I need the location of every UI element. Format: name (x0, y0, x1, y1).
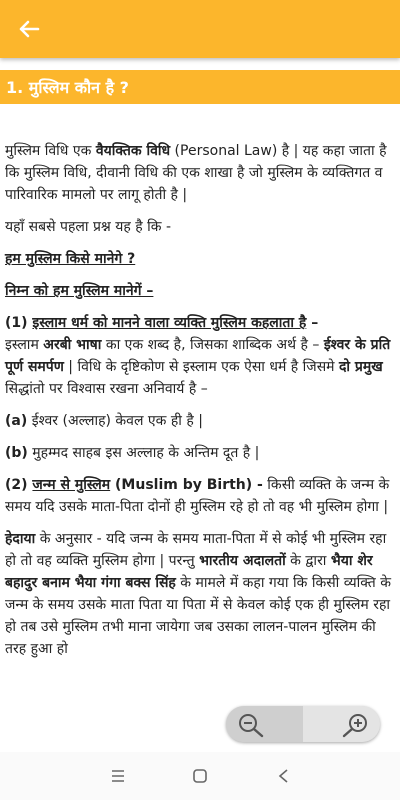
point-heading: इस्लाम धर्म को मानने वाला व्यक्ति मुस्लिम कहलाता है (32, 315, 307, 331)
bold-text: ईश्वर के प्रति पूर्ण समर्पण (5, 337, 391, 375)
text: (Personal Law) है | यह कहा जाता है कि मुस्लिम विधि, दीवानी विधि की एक शाखा है जो मुस्लिम के व्यक्तिगत व पारिवारिक मामलो पर लागू होती है | (5, 143, 387, 203)
zoom-out-icon (236, 712, 266, 738)
system-nav-bar (0, 752, 400, 800)
paragraph-intro (5, 140, 395, 206)
underlined-heading: निम्न को हम मुस्लिम मानेगें – (5, 283, 154, 299)
point-number: (1) (5, 315, 33, 331)
section-header (0, 70, 400, 104)
paragraph-hedaya (5, 528, 395, 660)
underlined-heading: हम मुस्लिम किसे मानेगे ? (5, 251, 136, 267)
paragraph-point-b (5, 442, 395, 464)
bold-text: भारतीय अदालतों (199, 553, 286, 569)
zoom-in-button[interactable] (303, 706, 380, 742)
paragraph-list-heading (5, 280, 395, 302)
zoom-control (226, 706, 380, 742)
nav-back-icon[interactable] (272, 766, 296, 786)
point-number: (b) (5, 445, 28, 461)
back-arrow-icon[interactable] (14, 14, 44, 44)
paragraph-question (5, 248, 395, 270)
paragraph-point-a (5, 410, 395, 432)
bold-text: हेदाया (5, 531, 36, 547)
text: ईश्वर (अल्लाह) केवल एक ही है | (27, 413, 203, 429)
bold-text: वैयक्तिक विधि (95, 143, 171, 159)
zoom-in-icon (340, 712, 370, 738)
text: के द्वारा (285, 553, 331, 569)
paragraph-point-1 (5, 312, 395, 400)
paragraph-point-2 (5, 474, 395, 518)
paragraph-question-intro: यहाँ सबसे पहला प्रश्न यह है कि - (5, 219, 172, 235)
bold-text: (Muslim by Birth) - (110, 477, 263, 493)
text: सिद्धांतो पर विश्वास रखना अनिवार्य है – (5, 381, 208, 397)
text: के अनुसार - यदि जन्म के समय माता-पिता में से कोई भी मुस्लिम रहा हो तो वह व्यक्ति मुस्लिम होगा | परन्तु (5, 531, 387, 569)
point-number: (2) (5, 477, 33, 493)
article-content (5, 140, 395, 670)
text: इस्लाम (5, 337, 44, 353)
text: के मामले में कहा गया कि किसी व्यक्ति के जन्म के समय उसके माता पिता या पिता में से केवल कोई एक ही मुस्लिम रहा हो तब उसे मुस्लिम तभी माना जायेगा जब उसका लालन-पालन मुस्लिम की तरह हुआ हो (5, 575, 391, 657)
text: मुस्लिम विधि एक (5, 143, 96, 159)
text: | विधि के दृष्टिकोण से इस्लाम एक ऐसा धर्म है जिसमे (63, 359, 339, 375)
bold-text: दो प्रमुख (338, 359, 383, 375)
section-title: 1. मुस्लिम कौन है ? (6, 78, 129, 97)
text: – (306, 315, 319, 331)
recents-icon[interactable] (106, 766, 130, 786)
bold-text: अरबी भाषा (43, 337, 102, 353)
zoom-out-button[interactable] (226, 706, 303, 742)
app-bar (0, 0, 400, 58)
home-icon[interactable] (188, 766, 212, 786)
bold-text: भैया शेर बहादुर बनाम भैया गंगा बक्स सिंह (5, 553, 373, 591)
point-number: (a) (5, 413, 28, 429)
point-heading: जन्म से मुस्लिम (32, 477, 111, 493)
text: का एक शब्द है, जिसका शाब्दिक अर्थ है – (101, 337, 324, 353)
text: मुहम्मद साहब इस अल्लाह के अन्तिम दूत है | (27, 445, 260, 461)
text: किसी व्यक्ति के जन्म के समय यदि उसके माता-पिता दोनों ही मुस्लिम रहे हो तो वह भी मुस्लिम होगा | (5, 477, 390, 515)
